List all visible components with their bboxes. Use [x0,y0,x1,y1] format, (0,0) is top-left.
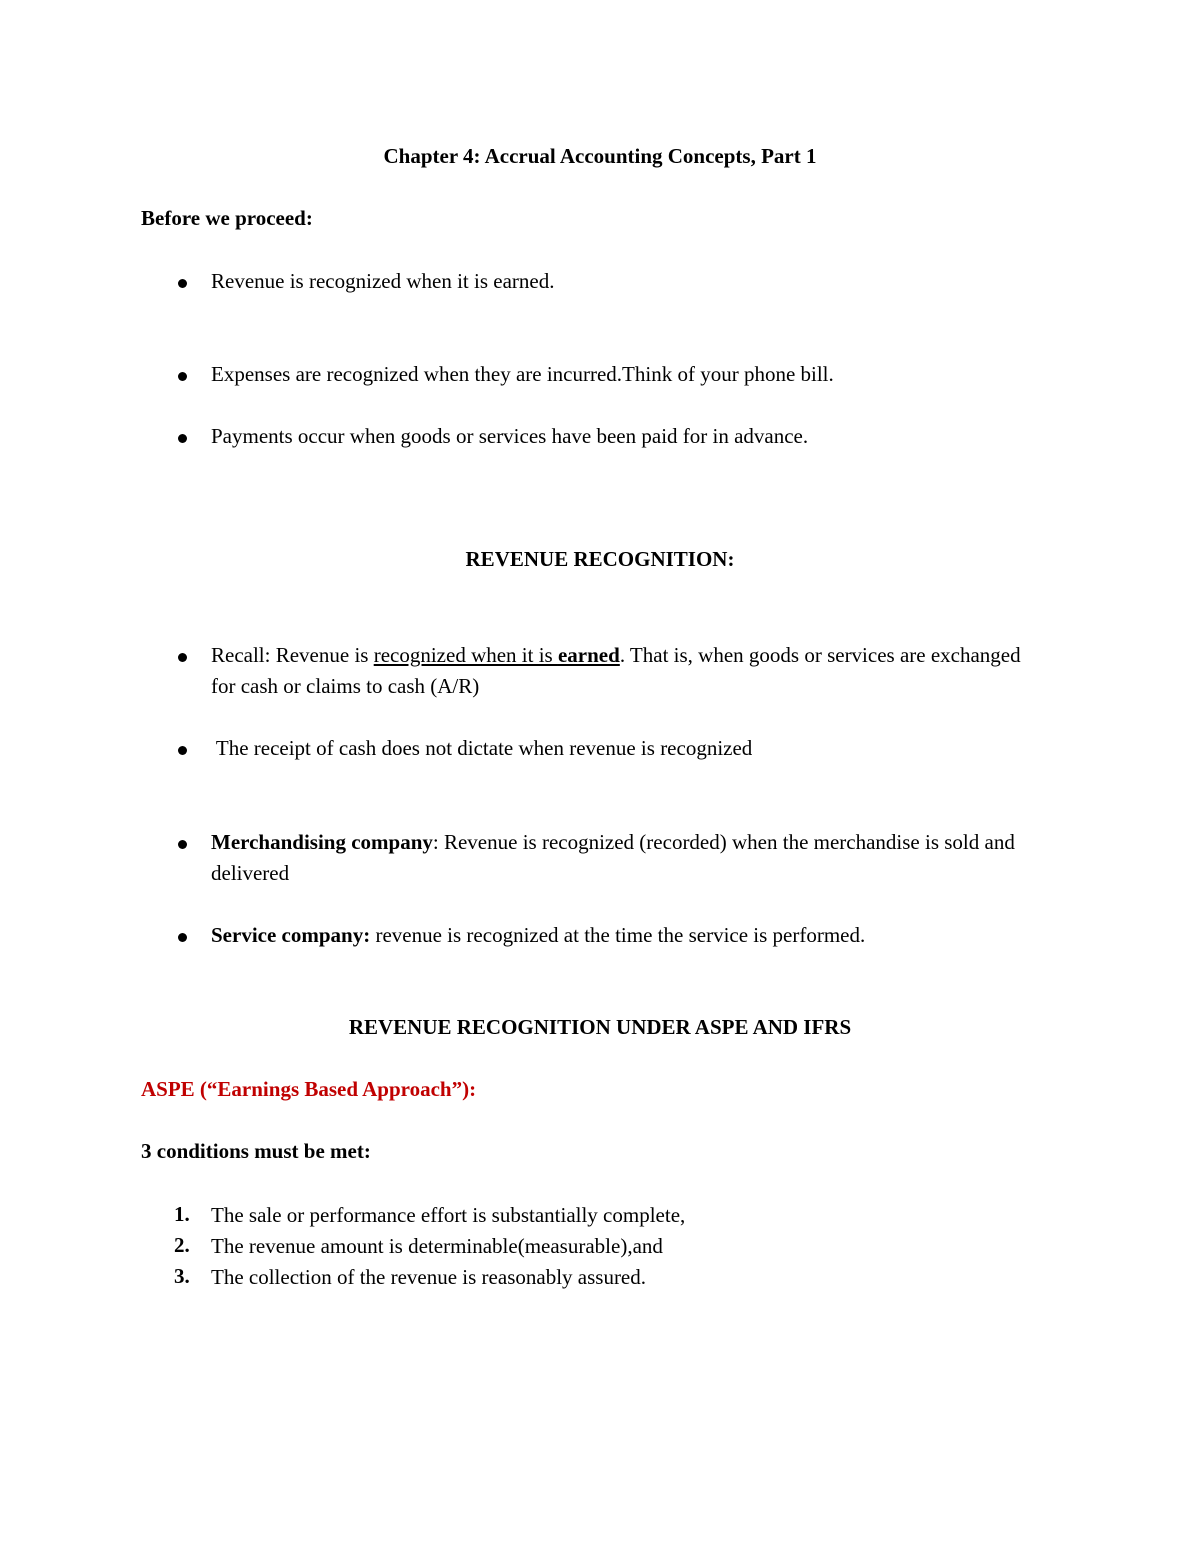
list-number: 2. [174,1233,190,1257]
merchandising-label: Merchandising company [211,830,433,854]
list-number: 1. [174,1202,190,1226]
bullet-icon [178,840,187,849]
service-label: Service company: [211,923,371,947]
aspe-heading: ASPE (“Earnings Based Approach”): [141,1077,477,1101]
bullet-icon [178,372,187,381]
list-item-text: The collection of the revenue is reasonably assured. [211,1265,647,1289]
bullet-icon [178,746,187,755]
recall-underlined: recognized when it is [373,643,558,667]
list-item-text [211,640,1041,702]
bullet-icon [178,933,187,942]
list-item-text: Revenue is recognized when it is earned. [211,269,555,293]
section-heading: REVENUE RECOGNITION: [465,547,735,571]
list-item-text [211,920,1041,951]
list-item-text: Payments occur when goods or services have been paid for in advance. [211,424,809,448]
page-title: Chapter 4: Accrual Accounting Concepts, Part 1 [383,144,817,168]
recall-earned: earned [557,643,620,667]
before-heading: Before we proceed: [141,206,313,230]
section-heading: REVENUE RECOGNITION UNDER ASPE AND IFRS [348,1015,852,1039]
recall-suffix: . That is, when goods or services are exchanged for cash or claims to cash (A/R) [211,643,1021,698]
list-item-text: Expenses are recognized when they are incurred.Think of your phone bill. [211,362,834,386]
merchandising-text: : Revenue is recognized (recorded) when the merchandise is sold and delivered [211,830,1015,885]
bullet-icon [178,279,187,288]
list-number: 3. [174,1264,190,1288]
conditions-heading: 3 conditions must be met: [141,1139,371,1163]
list-item-text: The sale or performance effort is substantially complete, [211,1203,686,1227]
list-item-text: The revenue amount is determinable(measurable),and [211,1234,663,1258]
bullet-icon [178,434,187,443]
list-item-text: The receipt of cash does not dictate when revenue is recognized [211,736,753,760]
list-item-text [211,827,1041,889]
recall-prefix: Recall: Revenue is [211,643,374,667]
bullet-icon [178,653,187,662]
service-text: revenue is recognized at the time the service is performed. [370,923,866,947]
